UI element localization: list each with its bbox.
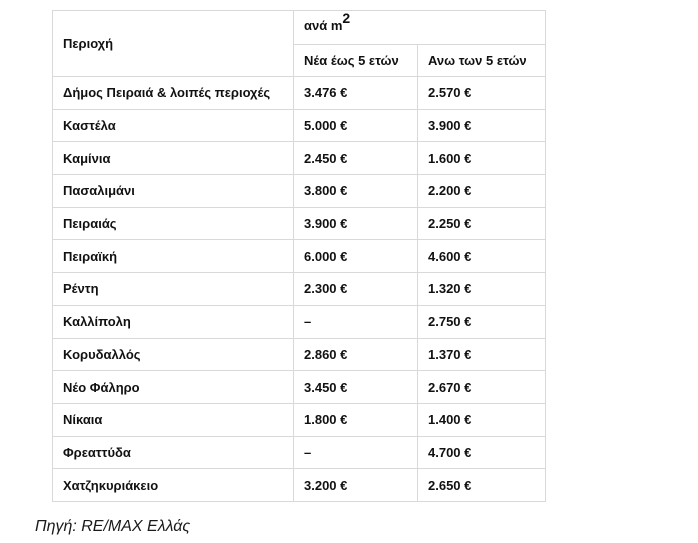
table-row — [53, 240, 546, 273]
price-old-cell: 1.320 € — [418, 273, 546, 306]
table-row — [53, 207, 546, 240]
price-old-cell: 4.700 € — [418, 436, 546, 469]
table-row — [53, 273, 546, 306]
table-row — [53, 142, 546, 175]
price-new-cell: 1.800 € — [294, 403, 418, 436]
region-cell: Δήμος Πειραιά & λοιπές περιοχές — [53, 77, 294, 110]
price-old-cell: 2.650 € — [418, 469, 546, 502]
price-old-cell: 4.600 € — [418, 240, 546, 273]
header-new: Νέα έως 5 ετών — [294, 45, 418, 77]
price-old-cell: 2.750 € — [418, 305, 546, 338]
header-per-unit — [294, 11, 546, 45]
region-cell: Καλλίπολη — [53, 305, 294, 338]
region-cell: Καμίνια — [53, 142, 294, 175]
header-region: Περιοχή — [53, 11, 294, 77]
per-unit-label: ανά m — [304, 18, 343, 33]
table-row — [53, 338, 546, 371]
price-new-cell: 3.800 € — [294, 175, 418, 208]
table-row — [53, 403, 546, 436]
price-new-cell: 3.900 € — [294, 207, 418, 240]
region-cell: Κορυδαλλός — [53, 338, 294, 371]
price-new-cell: 2.300 € — [294, 273, 418, 306]
region-cell: Πειραιάς — [53, 207, 294, 240]
region-cell: Χατζηκυριάκειο — [53, 469, 294, 502]
price-new-cell: 2.450 € — [294, 142, 418, 175]
table-row — [53, 469, 546, 502]
table-row — [53, 175, 546, 208]
price-new-cell: 3.450 € — [294, 371, 418, 404]
region-cell: Νέο Φάληρο — [53, 371, 294, 404]
price-old-cell: 3.900 € — [418, 109, 546, 142]
price-new-cell: – — [294, 305, 418, 338]
region-cell: Πασαλιμάνι — [53, 175, 294, 208]
table-row — [53, 436, 546, 469]
price-old-cell: 1.400 € — [418, 403, 546, 436]
price-old-cell: 2.570 € — [418, 77, 546, 110]
region-cell: Πειραϊκή — [53, 240, 294, 273]
price-old-cell: 2.250 € — [418, 207, 546, 240]
region-cell: Καστέλα — [53, 109, 294, 142]
region-cell: Νίκαια — [53, 403, 294, 436]
price-table — [52, 10, 546, 502]
per-unit-superscript: 2 — [342, 10, 351, 26]
price-new-cell: 6.000 € — [294, 240, 418, 273]
source-caption: Πηγή: RE/MAX Ελλάς — [35, 518, 191, 535]
region-cell: Φρεαττύδα — [53, 436, 294, 469]
price-new-cell: 2.860 € — [294, 338, 418, 371]
table-row — [53, 305, 546, 338]
price-new-cell: 3.476 € — [294, 77, 418, 110]
price-new-cell: 3.200 € — [294, 469, 418, 502]
price-new-cell: 5.000 € — [294, 109, 418, 142]
header-row — [53, 11, 546, 45]
price-new-cell: – — [294, 436, 418, 469]
price-old-cell: 1.370 € — [418, 338, 546, 371]
table-row — [53, 371, 546, 404]
price-old-cell: 2.200 € — [418, 175, 546, 208]
header-old: Ανω των 5 ετών — [418, 45, 546, 77]
table-row — [53, 77, 546, 110]
table-row — [53, 109, 546, 142]
price-old-cell: 1.600 € — [418, 142, 546, 175]
region-cell: Ρέντη — [53, 273, 294, 306]
price-old-cell: 2.670 € — [418, 371, 546, 404]
